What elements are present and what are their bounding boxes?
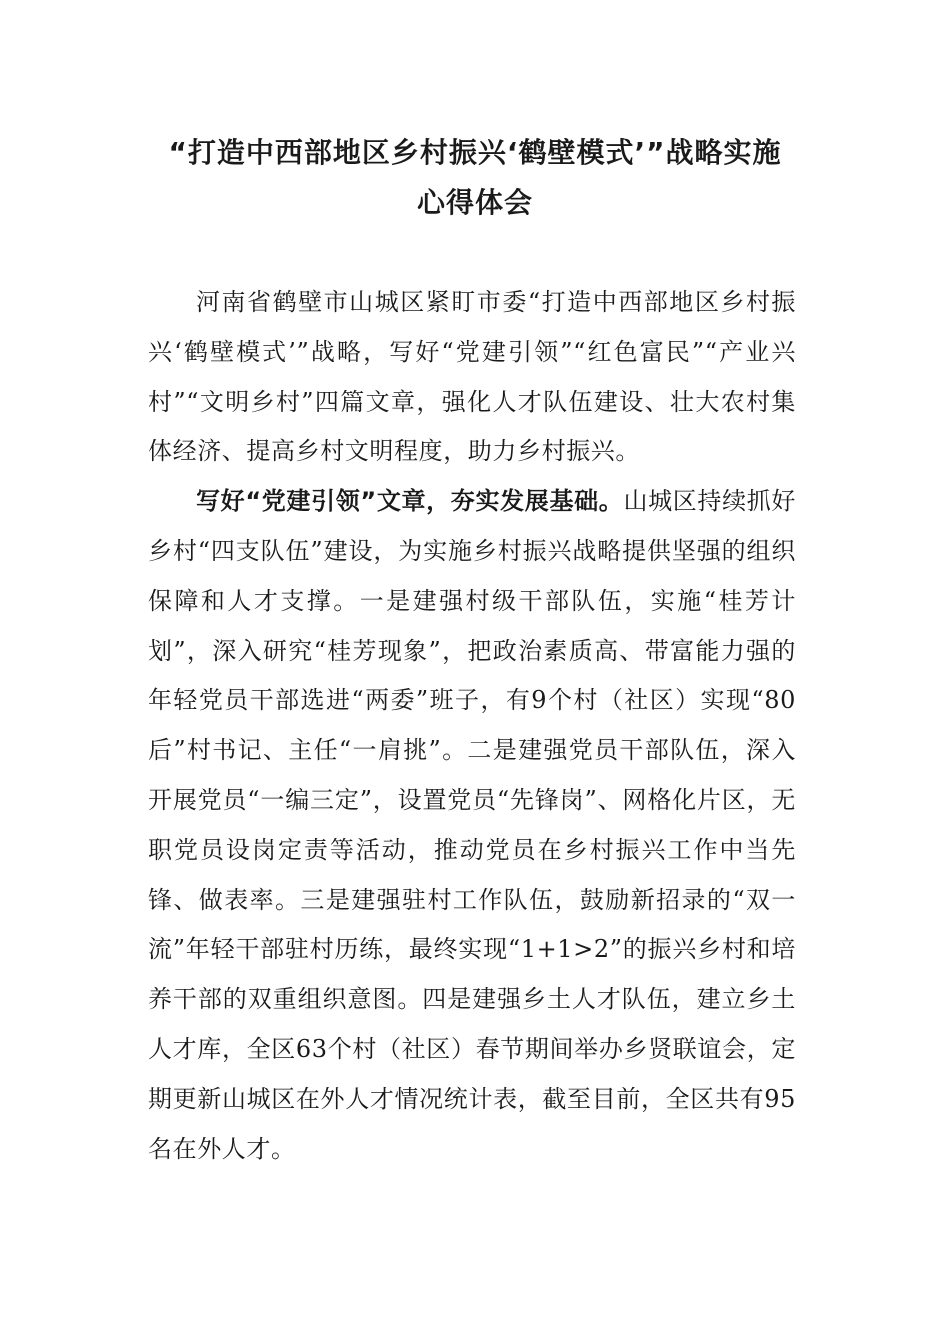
title-line-2: 心得体会: [416, 186, 533, 219]
paragraph-intro-text: 河南省鹤壁市山城区紧盯市委“打造中西部地区乡村振兴‘鹤壁模式’”战略，写好“党建引领”“红色富民”“产业兴村”“文明乡村”四篇文章，强化人才队伍建设、壮大农村集体经济、提高乡村文明程度，助力乡村振兴。: [148, 288, 796, 466]
paragraph-party-building-heading: 写好“党建引领”文章，夯实发展基础。: [196, 487, 624, 516]
paragraph-party-building-text: 山城区持续抓好乡村“四支队伍”建设，为实施乡村振兴战略提供坚强的组织保障和人才支撑。一是建强村级干部队伍，实施“桂芳计划”，深入研究“桂芳现象”，把政治素质高、带富能力强的年轻党员干部选进“两委”班子，有9个村（社区）实现“80后”村书记、主任“一肩挑”。二是建强党员干部队伍，深入开展党员“一编三定”，设置党员“先锋岗”、网格化片区，无职党员设岗定责等活动，推动党员在乡村振兴工作中当先锋、做表率。三是建强驻村工作队伍，鼓励新招录的“双一流”年轻干部驻村历练，最终实现“1+1>2”的振兴乡村和培养干部的双重组织意图。四是建强乡土人才队伍，建立乡土人才库，全区63个村（社区）春节期间举办乡贤联谊会，定期更新山城区在外人才情况统计表，截至目前，全区共有95名在外人才。: [148, 487, 796, 1163]
document-body: [148, 278, 796, 1174]
document-title: [120, 128, 830, 228]
title-line-1: “打造中西部地区乡村振兴‘鹤壁模式’”战略实施: [168, 136, 782, 169]
paragraph-party-building: [148, 477, 796, 1174]
paragraph-intro: [148, 278, 796, 477]
